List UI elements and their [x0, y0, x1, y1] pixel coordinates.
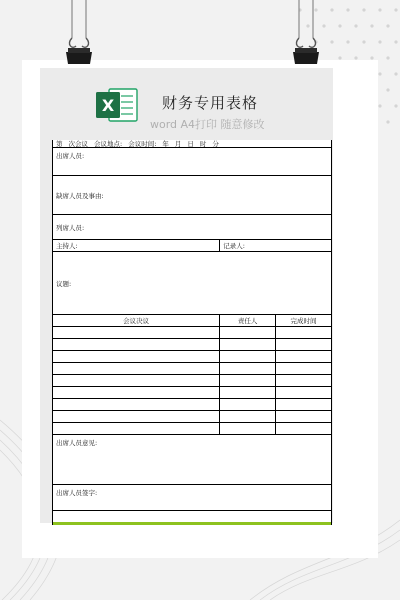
green-accent-bar [53, 522, 331, 525]
month-label: 月 [174, 140, 182, 148]
deadline-cell[interactable] [275, 375, 331, 387]
attendees-row [53, 148, 331, 176]
resolution-cell[interactable] [53, 399, 220, 411]
responsible-cell[interactable] [220, 399, 276, 411]
deadline-cell[interactable] [275, 411, 331, 423]
opinion-cell[interactable] [53, 435, 331, 485]
absent-label: 缺席人员及事由: [56, 191, 104, 200]
resolution-cell[interactable] [53, 363, 220, 375]
observers-cell[interactable] [53, 215, 331, 240]
resolution-row [53, 327, 331, 339]
resolution-row [53, 411, 331, 423]
form-top-row [53, 140, 331, 148]
hour-label: 时 [199, 140, 207, 148]
absent-row [53, 176, 331, 215]
signature-cell[interactable] [53, 485, 331, 511]
resolution-header: 会议决议 [53, 315, 220, 327]
resolution-row [53, 423, 331, 435]
meeting-minutes-form [52, 140, 332, 525]
agenda-row [53, 252, 331, 315]
recorder-cell[interactable] [220, 240, 331, 252]
year-label: 年 [162, 140, 169, 148]
observers-row [53, 215, 331, 240]
meeting-time-label: 会议时间: [128, 140, 157, 148]
form-grid [53, 140, 331, 511]
absent-cell[interactable] [53, 176, 331, 215]
resolution-header-row [53, 315, 331, 327]
resolution-cell[interactable] [53, 339, 220, 351]
responsible-header: 责任人 [220, 315, 276, 327]
excel-icon-letter: X [101, 96, 115, 115]
resolution-cell[interactable] [53, 423, 220, 435]
session-meeting-label: 次会议 [68, 140, 88, 148]
deadline-cell[interactable] [275, 363, 331, 375]
deadline-cell[interactable] [275, 399, 331, 411]
responsible-cell[interactable] [220, 339, 276, 351]
document-title: 财务专用表格 [162, 94, 259, 112]
responsible-cell[interactable] [220, 363, 276, 375]
resolution-row [53, 387, 331, 399]
responsible-cell[interactable] [220, 375, 276, 387]
resolution-cell[interactable] [53, 387, 220, 399]
document-subtitle: word A4打印 随意修改 [150, 118, 265, 131]
binder-clip-left-icon [62, 0, 96, 70]
agenda-cell[interactable] [53, 252, 331, 315]
attendees-label: 出席人员: [56, 152, 85, 160]
attendees-cell[interactable] [53, 148, 331, 176]
resolution-cell[interactable] [53, 375, 220, 387]
resolution-row [53, 351, 331, 363]
responsible-cell[interactable] [220, 387, 276, 399]
deadline-header: 完成时间 [275, 315, 331, 327]
host-cell[interactable] [53, 240, 220, 252]
minute-label: 分 [212, 140, 219, 148]
day-label: 日 [187, 140, 194, 148]
resolution-row [53, 339, 331, 351]
meeting-info-cell [53, 140, 331, 148]
signature-label: 出席人员签字: [56, 489, 98, 497]
responsible-cell[interactable] [220, 351, 276, 363]
excel-icon [95, 86, 139, 124]
resolution-cell[interactable] [53, 411, 220, 423]
resolution-cell[interactable] [53, 351, 220, 363]
responsible-cell[interactable] [220, 327, 276, 339]
opinion-label: 出席人员意见: [56, 439, 98, 447]
resolution-row [53, 375, 331, 387]
deadline-cell[interactable] [275, 423, 331, 435]
deadline-cell[interactable] [275, 327, 331, 339]
recorder-label: 记录人: [223, 242, 245, 250]
meeting-location-label: 会议地点: [94, 140, 123, 148]
opinion-row [53, 435, 331, 485]
resolution-row [53, 363, 331, 375]
deadline-cell[interactable] [275, 387, 331, 399]
signature-row [53, 485, 331, 511]
agenda-label: 议题: [56, 279, 72, 288]
resolution-cell[interactable] [53, 327, 220, 339]
host-label: 主持人: [56, 242, 78, 250]
deadline-cell[interactable] [275, 339, 331, 351]
binder-clip-right-icon [289, 0, 323, 70]
observers-label: 列席人员: [56, 223, 85, 232]
responsible-cell[interactable] [220, 423, 276, 435]
session-number-label: 第 [56, 140, 63, 148]
resolution-row [53, 399, 331, 411]
deadline-cell[interactable] [275, 351, 331, 363]
host-recorder-row [53, 240, 331, 252]
responsible-cell[interactable] [220, 411, 276, 423]
